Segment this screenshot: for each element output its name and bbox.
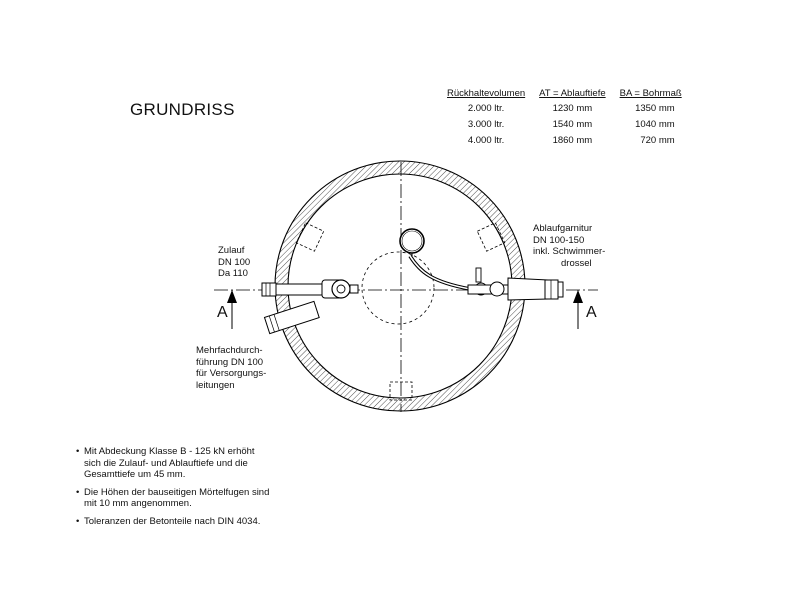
cell-outlet-depth: 1230 mm bbox=[552, 103, 593, 114]
cell-bore-size: 720 mm bbox=[640, 135, 675, 146]
multi-duct-label: Mehrfachdurch- führung DN 100 für Versorgungs- leitungen bbox=[196, 345, 267, 391]
inlet-label: Zulauf DN 100 Da 110 bbox=[218, 245, 251, 279]
section-label-right: A bbox=[586, 304, 597, 321]
list-item: • Toleranzen der Betonteile nach DIN 4034. bbox=[76, 515, 261, 527]
bullet: • bbox=[76, 515, 80, 527]
header-bore-size: BA = Bohrmaß bbox=[619, 88, 682, 99]
list-item: • Die Höhen der bauseitigen Mörtelfugen sind mit 10 mm angenommen. bbox=[76, 486, 270, 509]
section-arrow-right bbox=[573, 290, 583, 329]
section-label-left: A bbox=[217, 304, 228, 321]
header-outlet-depth: AT = Ablauftiefe bbox=[539, 88, 606, 99]
header-volume: Rückhaltevolumen bbox=[447, 88, 526, 99]
inlet-pipe bbox=[262, 280, 358, 298]
cell-outlet-depth: 1540 mm bbox=[552, 119, 593, 130]
bullet: • bbox=[76, 446, 80, 457]
hidden-opening-circle bbox=[362, 252, 434, 324]
cell-bore-size: 1040 mm bbox=[635, 119, 675, 130]
cell-bore-size: 1350 mm bbox=[635, 103, 675, 114]
section-arrow-left bbox=[227, 290, 237, 329]
drawing-title: GRUNDRISS bbox=[130, 100, 235, 119]
outlet-assembly-label: Ablaufgarnitur DN 100-150 inkl. Schwimmer- drossel bbox=[533, 223, 606, 269]
bullet: • bbox=[76, 486, 80, 498]
float-throttle bbox=[400, 229, 470, 289]
cell-volume: 3.000 ltr. bbox=[467, 119, 505, 130]
cell-volume: 4.000 ltr. bbox=[467, 135, 505, 146]
list-item: • Mit Abdeckung Klasse B - 125 kN erhöht sich die Zulauf- und Ablauftiefe und die Gesamttiefe um 45 mm. bbox=[76, 446, 255, 480]
cell-volume: 2.000 ltr. bbox=[467, 103, 505, 114]
cell-outlet-depth: 1860 mm bbox=[552, 135, 593, 146]
notes-list bbox=[76, 446, 316, 533]
